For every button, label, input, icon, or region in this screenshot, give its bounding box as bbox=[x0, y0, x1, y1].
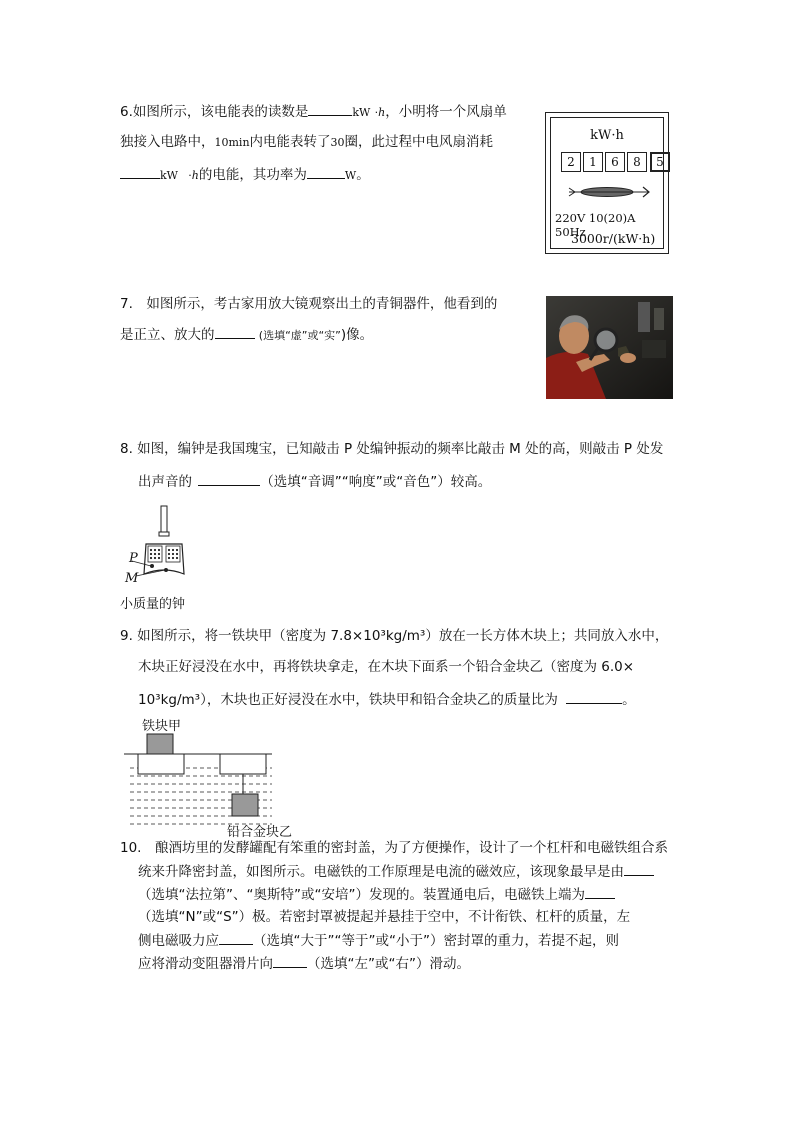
meter-digit-decimal: 5 bbox=[650, 152, 670, 172]
q10-blank-4 bbox=[273, 953, 307, 968]
q8-blank bbox=[198, 471, 260, 486]
q6-line-2 bbox=[120, 132, 493, 153]
q6-unit-h: h bbox=[378, 106, 386, 119]
q10-line-5 bbox=[138, 930, 619, 951]
q10-line-4: （选填“N”或“S”）极。若密封罩被提起并悬挂于空中，不计衔铁、杠杆的质量，左 bbox=[138, 909, 631, 925]
iron-block-label: 铁块甲 bbox=[142, 719, 182, 734]
q9-text: 10³kg/m³），木块也正好浸没在水中，铁块甲和铅合金块乙的质量比为 bbox=[138, 692, 558, 708]
q8-text: 出声音的 bbox=[138, 474, 192, 490]
q6-unit-dot-2: · bbox=[188, 169, 192, 182]
q6-unit-kw: kW bbox=[352, 106, 371, 119]
q7-blank bbox=[215, 324, 255, 339]
meter-spec: 220V 10(20)A 50Hz bbox=[555, 211, 636, 239]
q10-text-c: 侧电磁吸力应 bbox=[138, 933, 219, 949]
q7-option: (选填“虚”或“实” bbox=[258, 329, 341, 342]
q6-time: 10min bbox=[214, 136, 250, 149]
q6-unit-dot: · bbox=[374, 106, 379, 119]
q8-option: （选填“音调”“响度”或“音色”）较高。 bbox=[260, 474, 492, 490]
q10-text-f: （选填“左”或“右”）滑动。 bbox=[307, 956, 470, 972]
q6-text-e: 圈，此过程中电风扇消耗 bbox=[344, 134, 494, 150]
meter-frame bbox=[550, 117, 664, 249]
energy-meter-figure bbox=[545, 112, 669, 254]
q10-line-2 bbox=[138, 861, 654, 882]
meter-disc-icon bbox=[565, 184, 655, 200]
q8-line-2 bbox=[138, 471, 491, 492]
q6-text-f: 的电能，其功率为 bbox=[198, 167, 307, 183]
alloy-block-label: 铅合金块乙 bbox=[227, 825, 293, 840]
q6-line-1 bbox=[120, 101, 507, 123]
q6-turns: 30 bbox=[330, 136, 345, 149]
meter-constant: 3000r/(kW·h) bbox=[571, 231, 656, 246]
q9-line-2: 木块正好浸没在水中，再将铁块拿走，在木块下面系一个铅合金块乙（密度为 6.0× bbox=[138, 659, 635, 675]
meter-unit: kW·h bbox=[590, 128, 624, 143]
bell-label-p: P bbox=[129, 551, 138, 566]
q10-text-a: 统来升降密封盖，如图所示。电磁铁的工作原理是电流的磁效应，该现象最早是由 bbox=[138, 864, 624, 880]
q6-text: 6.如图所示，该电能表的读数是 bbox=[120, 104, 309, 120]
q9-blank bbox=[566, 689, 622, 704]
q6-end: 。 bbox=[356, 167, 370, 183]
q7-line-1: 7. 如图所示，考古家用放大镜观察出土的青铜器件，他看到的 bbox=[120, 296, 498, 312]
q10-blank-3 bbox=[219, 930, 253, 945]
q10-blank-2 bbox=[585, 884, 615, 899]
q7-text: 是正立、放大的 bbox=[120, 327, 215, 343]
q10-line-1: 10. 酿酒坊里的发酵罐配有笨重的密封盖，为了方便操作，设计了一个杠杆和电磁铁组合系 bbox=[120, 840, 668, 856]
q6-unit-w: W bbox=[344, 169, 357, 182]
bell-caption: 小质量的钟 bbox=[120, 597, 186, 612]
meter-digit: 2 bbox=[561, 152, 581, 172]
q10-blank-1 bbox=[624, 861, 654, 876]
q6-text-c: 独接入电路中， bbox=[120, 134, 215, 150]
q9-line-3 bbox=[138, 689, 636, 710]
q7-end: )像。 bbox=[340, 327, 374, 343]
meter-digit: 1 bbox=[583, 152, 603, 172]
q10-text-b: （选填“法拉第”、“奥斯特”或“安培”）发现的。装置通电后，电磁铁上端为 bbox=[138, 887, 585, 903]
bell-label-m: M bbox=[125, 571, 139, 586]
q6-unit-h-2: h bbox=[191, 169, 199, 182]
q8-line-1: 8. 如图，编钟是我国瑰宝，已知敲击 P 处编钟振动的频率比敲击 M 处的高，则敲击 P 处发 bbox=[120, 441, 664, 457]
q6-blank-power bbox=[307, 164, 345, 179]
q9-end: 。 bbox=[622, 692, 636, 708]
q10-text-d: （选填“大于”“等于”或“小于”）密封罩的重力，若提不起，则 bbox=[253, 933, 619, 949]
q6-line-3 bbox=[120, 164, 370, 186]
meter-digit: 8 bbox=[627, 152, 647, 172]
meter-digit: 6 bbox=[605, 152, 625, 172]
q6-text-b: ，小明将一个风扇单 bbox=[385, 104, 507, 120]
q6-blank-reading bbox=[308, 101, 352, 116]
floating-blocks-figure bbox=[122, 732, 292, 832]
q10-text-e: 应将滑动变阻器滑片向 bbox=[138, 956, 273, 972]
q6-blank-energy bbox=[120, 164, 160, 179]
q10-line-3 bbox=[138, 884, 615, 905]
meter-digits bbox=[561, 152, 672, 172]
q9-line-1: 9. 如图所示，将一铁块甲（密度为 7.8×10³kg/m³）放在一长方体木块上；共同放入水中， bbox=[120, 628, 669, 644]
q7-line-2 bbox=[120, 324, 373, 346]
q10-line-6 bbox=[138, 953, 470, 974]
q6-unit-kw-2: kW bbox=[160, 169, 178, 182]
archaeologist-photo bbox=[546, 296, 673, 399]
q6-text-d: 内电能表转了 bbox=[249, 134, 331, 150]
